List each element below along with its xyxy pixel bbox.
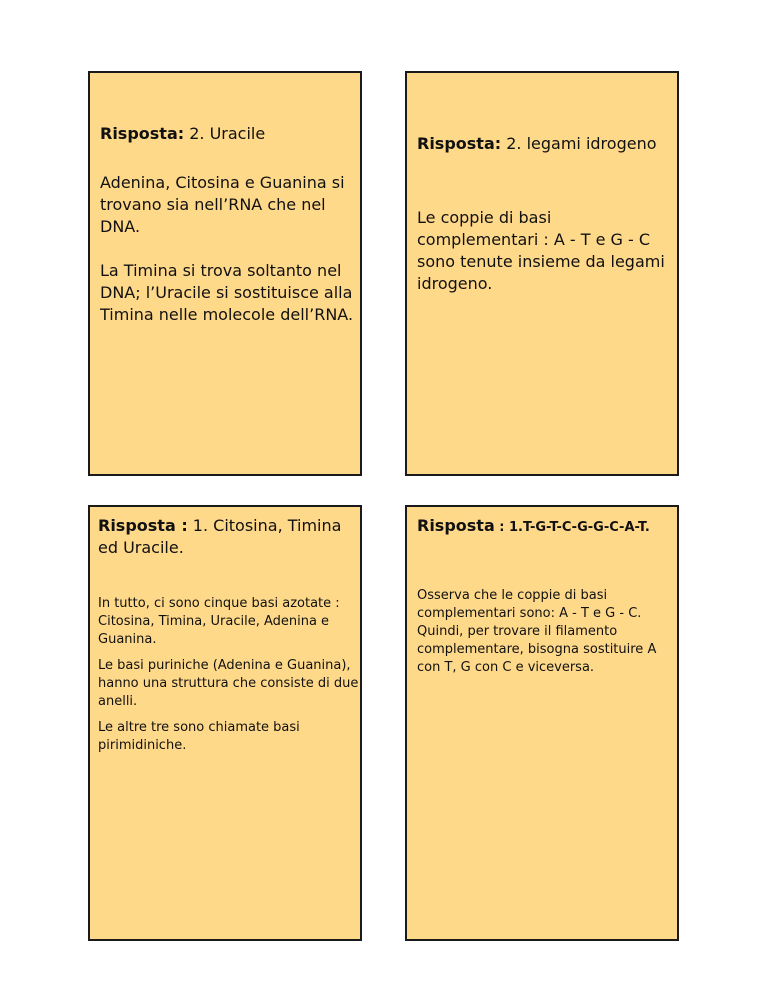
answer-text: : 1.T-G-T-C-G-G-C-A-T. — [494, 520, 650, 535]
answer-label: Risposta — [417, 516, 495, 535]
card-heading — [417, 515, 677, 539]
card-heading — [417, 133, 657, 155]
answer-card-4 — [405, 505, 679, 941]
answer-text: 2. legami idrogeno — [501, 134, 657, 153]
explanation-paragraph: Le coppie di basi complementari : A - T e G - C sono tenute insieme da legami idrogeno. — [417, 208, 665, 293]
answer-card-3 — [88, 505, 362, 941]
answer-label: Risposta : — [98, 516, 188, 535]
answer-label: Risposta: — [417, 134, 502, 153]
explanation-paragraph: La Timina si trova soltanto nel DNA; l’Uracile si sostituisce alla Timina nelle molecole dell’RNA. — [100, 261, 354, 324]
explanation-paragraph: In tutto, ci sono cinque basi azotate : Citosina, Timina, Uracile, Adenina e Guanina. — [98, 596, 340, 647]
answer-label: Risposta: — [100, 124, 185, 143]
card-heading — [98, 515, 358, 559]
explanation-paragraph: Le basi puriniche (Adenina e Guanina), hanno una struttura che consiste di due anelli. — [98, 658, 359, 709]
explanation-paragraph: Osserva che le coppie di basi complementari sono: A - T e G - C. Quindi, per trovare il filamento complementare, bisogna sostituire A con T, G con C e viceversa. — [417, 588, 657, 675]
card-heading — [100, 123, 360, 145]
answer-text: 2. Uracile — [184, 124, 266, 143]
answer-text: 1. Citosina, Timina ed Uracile. — [98, 516, 342, 557]
explanation-paragraph: Le altre tre sono chiamate basi pirimidiniche. — [98, 720, 300, 753]
explanation-paragraph: Adenina, Citosina e Guanina si trovano sia nell’RNA che nel DNA. — [100, 173, 345, 236]
answer-card-2 — [405, 71, 679, 476]
answer-card-1 — [88, 71, 362, 476]
